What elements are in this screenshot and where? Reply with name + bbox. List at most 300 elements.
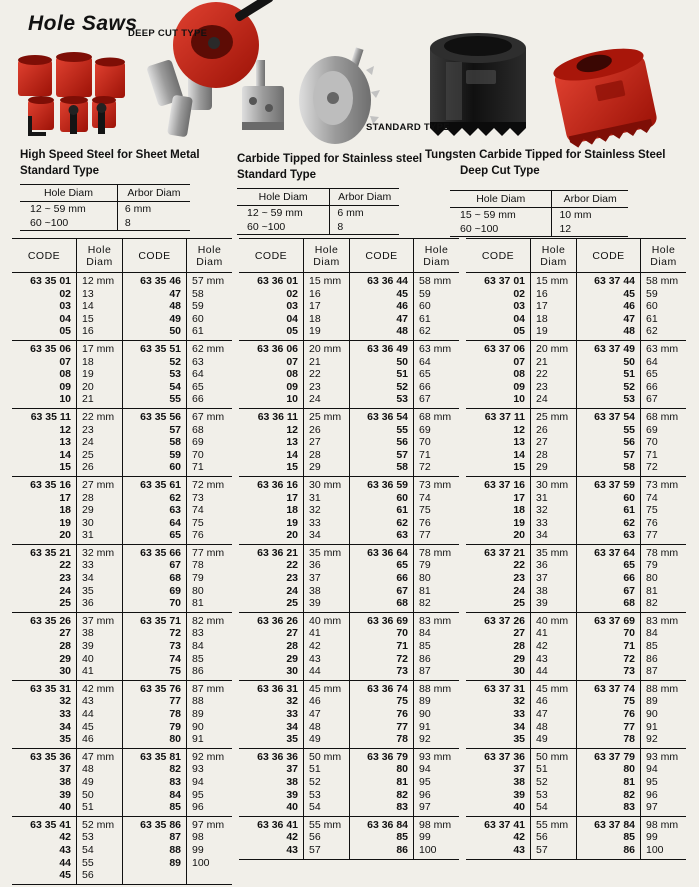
- spec-table-rows: [20, 202, 190, 230]
- code-cell: 35: [513, 733, 525, 746]
- code-cell: 30: [59, 665, 71, 678]
- diam-cell: 62: [646, 325, 658, 338]
- spec-table-rows: [450, 208, 628, 236]
- diam-cell: 69: [646, 423, 658, 436]
- diam-cell: 85: [646, 640, 658, 653]
- diam-cell: 88: [192, 695, 204, 708]
- code-cell: 63 35 86: [140, 818, 181, 831]
- code-cell: 52: [169, 355, 181, 368]
- diam-cell: 57: [309, 843, 321, 856]
- code-cell-column: [576, 477, 640, 544]
- code-cell: 63 36 11: [257, 410, 298, 423]
- arbor-diam-value: 10 mm: [551, 208, 628, 222]
- hole-diam-value: 12 ~ 59 mm: [247, 207, 303, 219]
- diam-cell: 76: [646, 516, 658, 529]
- code-cell: 63 35 81: [140, 750, 181, 763]
- code-cell: 40: [513, 801, 525, 814]
- code-cell: 70: [623, 627, 635, 640]
- spec-row: [450, 222, 628, 236]
- diam-cell-column: [530, 341, 576, 408]
- code-cell: 63 35 41: [30, 818, 71, 831]
- diam-cell: 25 mm: [536, 410, 569, 423]
- diam-cell-column: [186, 477, 232, 544]
- diam-cell: 48: [309, 720, 321, 733]
- code-cell-column: [239, 545, 303, 612]
- diam-cell: 79: [646, 559, 658, 572]
- standard-type-label: STANDARD TYPE: [366, 122, 450, 133]
- code-cell-column: [576, 613, 640, 680]
- diam-cell-column: [303, 749, 349, 816]
- diam-cell: 53: [309, 788, 321, 801]
- diam-cell-column: [186, 273, 232, 340]
- diam-cell: 55: [82, 856, 94, 869]
- diam-cell: 43: [309, 652, 321, 665]
- diam-cell: 44: [536, 665, 548, 678]
- code-cell: 69: [169, 584, 181, 597]
- spec-table-tungsten: [450, 190, 628, 237]
- code-cell: 45: [623, 287, 635, 300]
- diam-cell: 78: [192, 559, 204, 572]
- code-cell: 73: [623, 665, 635, 678]
- hole-diam-value: 60 ~100: [247, 221, 286, 233]
- diam-cell: 93 mm: [646, 750, 679, 763]
- code-cell: 23: [513, 572, 525, 585]
- code-cell: 63 35 71: [140, 614, 181, 627]
- diam-cell: 80: [419, 572, 431, 585]
- diam-cell: 16: [536, 287, 548, 300]
- code-cell: 63 36 44: [367, 275, 408, 287]
- code-cell: 79: [169, 720, 181, 733]
- diam-cell-column: [530, 409, 576, 476]
- diam-cell: 31: [309, 491, 321, 504]
- diam-cell: 62: [419, 325, 431, 338]
- code-cell: 71: [396, 640, 408, 653]
- diam-cell: 94: [419, 763, 431, 776]
- diam-cell: 61: [419, 312, 431, 325]
- arbor-diam-value: 6 mm: [329, 206, 399, 220]
- code-cell: 42: [513, 831, 525, 844]
- code-cell: 65: [623, 559, 635, 572]
- diam-cell: 100: [192, 856, 210, 869]
- hole-diam-value: 15 ~ 59 mm: [460, 209, 516, 221]
- code-cell: 52: [396, 380, 408, 393]
- diam-cell: 99: [646, 831, 658, 844]
- diam-cell: 28: [536, 448, 548, 461]
- code-cell: 25: [59, 597, 71, 610]
- diam-cell: 92: [646, 733, 658, 746]
- diam-cell: 82: [419, 597, 431, 610]
- code-cell: 63 35 16: [30, 478, 71, 491]
- diam-cell-column: [530, 681, 576, 748]
- code-cell: 47: [396, 312, 408, 325]
- spec-row: [237, 206, 399, 220]
- code-cell: 63 35 61: [140, 478, 181, 491]
- code-cell-column: [349, 681, 413, 748]
- code-cell: 03: [286, 300, 298, 313]
- table-row-group: [466, 681, 686, 749]
- diam-cell: 92: [419, 733, 431, 746]
- diam-cell: 21: [82, 393, 94, 406]
- code-cell: 63 37 36: [484, 750, 525, 763]
- diam-cell: 78 mm: [646, 546, 679, 559]
- diam-cell: 16: [82, 325, 94, 338]
- diam-cell: 52: [536, 775, 548, 788]
- diam-cell: 54: [82, 843, 94, 856]
- diam-cell: 86: [192, 665, 204, 678]
- diam-cell: 90: [192, 720, 204, 733]
- main-table: [12, 238, 686, 885]
- code-cell: 22: [286, 559, 298, 572]
- diam-cell-column: [413, 273, 459, 340]
- diam-cell: 68 mm: [419, 410, 452, 423]
- code-table-3: [466, 238, 686, 860]
- code-cell: 63 37 69: [594, 614, 635, 627]
- diam-cell: 83 mm: [419, 614, 452, 627]
- diam-cell: 88 mm: [419, 682, 452, 695]
- diam-cell: 72 mm: [192, 478, 225, 491]
- diam-cell: 51: [536, 763, 548, 776]
- code-cell: 07: [286, 355, 298, 368]
- code-cell: 29: [59, 652, 71, 665]
- code-cell: 80: [396, 763, 408, 776]
- product-photo-strip: [0, 0, 699, 148]
- diam-cell: 24: [536, 393, 548, 406]
- diam-cell: 40 mm: [309, 614, 342, 627]
- code-cell: 18: [286, 504, 298, 517]
- code-cell: 63 37 49: [594, 342, 635, 355]
- table-row-group: [466, 613, 686, 681]
- diam-cell-column: [530, 273, 576, 340]
- diam-cell: 85: [192, 652, 204, 665]
- diam-cell: 50 mm: [309, 750, 342, 763]
- diam-cell: 97: [646, 801, 658, 814]
- code-cell: 49: [169, 312, 181, 325]
- diam-cell: 79: [419, 559, 431, 572]
- table-row-group: [466, 545, 686, 613]
- code-cell: 10: [59, 393, 71, 406]
- code-cell: 63 36 36: [257, 750, 298, 763]
- diam-cell-column: [640, 273, 686, 340]
- code-cell: 12: [513, 423, 525, 436]
- code-cell: 82: [396, 788, 408, 801]
- diam-cell: 87: [419, 665, 431, 678]
- diam-cell: 93: [192, 763, 204, 776]
- code-cell: 38: [59, 775, 71, 788]
- diam-cell: 97: [419, 801, 431, 814]
- section-title-line2: Standard Type: [237, 169, 317, 181]
- code-cell: 86: [623, 843, 635, 856]
- diam-cell: 17 mm: [82, 342, 115, 355]
- diam-cell: 63: [192, 355, 204, 368]
- diam-cell: 75: [192, 516, 204, 529]
- code-cell-column: [239, 681, 303, 748]
- code-cell: 63 36 84: [367, 818, 408, 831]
- diam-cell: 95: [192, 788, 204, 801]
- code-cell: 13: [59, 436, 71, 449]
- code-cell-column: [12, 409, 76, 476]
- diam-cell-column: [640, 613, 686, 680]
- code-cell: 03: [59, 300, 71, 313]
- diam-cell: 82 mm: [192, 614, 225, 627]
- code-cell-column: [239, 613, 303, 680]
- diam-cell: 17: [536, 300, 548, 313]
- code-cell: 63 36 41: [257, 818, 298, 831]
- code-cell: 72: [396, 652, 408, 665]
- code-cell-column: [122, 341, 186, 408]
- red-holesaw-right-photo: [551, 42, 660, 148]
- spec-row: [450, 208, 628, 222]
- code-cell: 74: [169, 652, 181, 665]
- code-cell: 63 35 01: [30, 275, 71, 287]
- diam-cell: 49: [82, 775, 94, 788]
- diam-cell: 91: [419, 720, 431, 733]
- code-cell: 35: [286, 733, 298, 746]
- diam-cell: 30 mm: [536, 478, 569, 491]
- spec-col-header-arbor: Arbor Diam: [551, 191, 628, 207]
- code-cell: 75: [623, 695, 635, 708]
- code-cell: 20: [286, 529, 298, 542]
- code-cell: 08: [513, 368, 525, 381]
- code-cell: 53: [396, 393, 408, 406]
- code-cell: 63 37 26: [484, 614, 525, 627]
- diam-cell-column: [303, 409, 349, 476]
- diam-cell-column: [76, 681, 122, 748]
- diam-cell: 51: [82, 801, 94, 814]
- arbor-diam-value: 8: [117, 216, 190, 230]
- code-cell: 63 36 26: [257, 614, 298, 627]
- diam-cell: 95: [419, 775, 431, 788]
- diam-cell: 45: [82, 720, 94, 733]
- code-cell: 28: [513, 640, 525, 653]
- code-cell: 29: [286, 652, 298, 665]
- diam-cell: 18: [82, 355, 94, 368]
- table-row-group: [466, 749, 686, 817]
- diam-cell: 25 mm: [309, 410, 342, 423]
- code-cell-column: [122, 681, 186, 748]
- diam-cell-column: [413, 409, 459, 476]
- code-cell-column: [349, 273, 413, 340]
- diam-cell: 65: [419, 368, 431, 381]
- section-title-line2: Standard Type: [20, 165, 100, 177]
- diam-cell: 69: [419, 423, 431, 436]
- code-cell-column: [122, 409, 186, 476]
- diam-cell: 100: [646, 843, 664, 856]
- diam-cell: 94: [646, 763, 658, 776]
- diam-cell: 63 mm: [419, 342, 452, 355]
- diam-cell-column: [530, 545, 576, 612]
- diam-cell: 60: [646, 300, 658, 313]
- code-cell: 04: [513, 312, 525, 325]
- code-cell-column: [576, 409, 640, 476]
- code-cell: 70: [396, 627, 408, 640]
- code-cell: 03: [513, 300, 525, 313]
- code-cell: 63 35 06: [30, 342, 71, 355]
- diam-cell: 15: [82, 312, 94, 325]
- table-row-group: [12, 341, 232, 409]
- code-cell: 19: [286, 516, 298, 529]
- diam-cell: 92 mm: [192, 750, 225, 763]
- diam-cell: 54: [536, 801, 548, 814]
- code-cell: 08: [286, 368, 298, 381]
- diam-cell: 39: [82, 640, 94, 653]
- code-cell-column: [122, 749, 186, 816]
- diam-cell: 80: [192, 584, 204, 597]
- diam-cell: 88 mm: [646, 682, 679, 695]
- diam-cell: 36: [309, 559, 321, 572]
- code-cell: 48: [169, 300, 181, 313]
- code-cell: 63 37 11: [484, 410, 525, 423]
- table-row-group: [12, 749, 232, 817]
- diam-cell: 31: [536, 491, 548, 504]
- code-cell: 63: [623, 529, 635, 542]
- diam-cell: 69: [192, 436, 204, 449]
- code-cell: 63 35 56: [140, 410, 181, 423]
- diam-cell: 93 mm: [419, 750, 452, 763]
- spec-row: [20, 216, 190, 230]
- code-cell: 63 37 21: [484, 546, 525, 559]
- code-cell: 63 37 31: [484, 682, 525, 695]
- diam-cell: 70: [419, 436, 431, 449]
- diam-cell: 46: [82, 733, 94, 746]
- diam-cell: 13: [82, 287, 94, 300]
- code-cell: 66: [396, 572, 408, 585]
- code-column-header: CODE: [254, 249, 288, 262]
- diam-cell: 25: [82, 448, 94, 461]
- diam-cell: 19: [309, 325, 321, 338]
- spec-row: [237, 220, 399, 234]
- diam-cell: 42: [309, 640, 321, 653]
- code-cell: 84: [169, 788, 181, 801]
- diam-cell: 31: [82, 529, 94, 542]
- table-row-group: [239, 545, 459, 613]
- diam-cell: 26: [309, 423, 321, 436]
- code-cell-column: [576, 545, 640, 612]
- code-cell: 52: [623, 380, 635, 393]
- code-cell: 15: [513, 461, 525, 474]
- code-cell: 38: [286, 775, 298, 788]
- diam-cell: 23: [82, 423, 94, 436]
- diam-cell: 74: [192, 504, 204, 517]
- diam-cell: 26: [536, 423, 548, 436]
- diam-cell: 41: [82, 665, 94, 678]
- diam-cell-column: [303, 341, 349, 408]
- code-cell: 35: [59, 733, 71, 746]
- code-cell: 20: [513, 529, 525, 542]
- code-cell: 88: [169, 843, 181, 856]
- diam-cell-column: [303, 477, 349, 544]
- diam-cell: 36: [536, 559, 548, 572]
- code-cell-column: [122, 477, 186, 544]
- diam-cell: 73 mm: [419, 478, 452, 491]
- code-table-2: [239, 238, 459, 860]
- code-cell: 07: [513, 355, 525, 368]
- diam-cell-column: [413, 545, 459, 612]
- diam-cell: 38: [309, 584, 321, 597]
- diam-cell: 95: [646, 775, 658, 788]
- diam-cell: 53: [536, 788, 548, 801]
- code-cell: 02: [286, 287, 298, 300]
- diam-cell: 83 mm: [646, 614, 679, 627]
- diam-cell: 72: [419, 461, 431, 474]
- diam-cell: 18: [309, 312, 321, 325]
- diam-cell: 27 mm: [82, 478, 115, 491]
- code-cell: 78: [396, 733, 408, 746]
- diam-cell: 54: [309, 801, 321, 814]
- code-cell: 63 37 16: [484, 478, 525, 491]
- diam-cell: 94: [192, 775, 204, 788]
- code-cell: 24: [59, 584, 71, 597]
- code-cell-column: [466, 613, 530, 680]
- code-column-header: CODE: [122, 239, 186, 272]
- table-row-group: [466, 409, 686, 477]
- diam-cell: 60: [192, 312, 204, 325]
- code-cell-column: [576, 273, 640, 340]
- code-cell: 63 35 31: [30, 682, 71, 695]
- code-cell: 07: [59, 355, 71, 368]
- diam-cell-column: [76, 613, 122, 680]
- code-cell: 30: [286, 665, 298, 678]
- diam-cell: 68: [192, 423, 204, 436]
- diam-cell: 66: [646, 380, 658, 393]
- code-cell: 66: [623, 572, 635, 585]
- code-cell: 51: [623, 368, 635, 381]
- code-cell: 24: [513, 584, 525, 597]
- diam-cell: 21: [536, 355, 548, 368]
- code-cell: 80: [623, 763, 635, 776]
- diam-cell: 20 mm: [309, 342, 342, 355]
- diam-cell: 61: [192, 325, 204, 338]
- diam-cell: 56: [309, 831, 321, 844]
- diam-cell: 71: [192, 461, 204, 474]
- diam-cell: 36: [82, 597, 94, 610]
- diam-cell: 67: [419, 393, 431, 406]
- diam-cell: 47 mm: [82, 750, 115, 763]
- diam-cell: 66: [192, 393, 204, 406]
- code-cell: 51: [396, 368, 408, 381]
- code-cell-column: [12, 613, 76, 680]
- code-cell: 22: [59, 559, 71, 572]
- code-cell: 63 37 41: [484, 818, 525, 831]
- diam-cell: 99: [419, 831, 431, 844]
- code-cell: 15: [286, 461, 298, 474]
- code-cell: 13: [513, 436, 525, 449]
- code-cell: 39: [59, 788, 71, 801]
- code-cell-column: [349, 477, 413, 544]
- code-cell-column: [349, 749, 413, 816]
- diam-cell: 74: [646, 491, 658, 504]
- code-cell: 45: [59, 869, 71, 882]
- diam-cell: 50 mm: [536, 750, 569, 763]
- code-cell: 60: [623, 491, 635, 504]
- diam-cell: 55 mm: [536, 818, 569, 831]
- table-row-group: [239, 749, 459, 817]
- diam-cell-column: [413, 613, 459, 680]
- code-cell: 78: [169, 708, 181, 720]
- code-cell: 40: [59, 801, 71, 814]
- diam-cell: 89: [646, 695, 658, 708]
- diam-cell: 38: [82, 627, 94, 640]
- diam-cell: 56: [536, 831, 548, 844]
- code-cell: 34: [59, 720, 71, 733]
- diam-cell: 65: [646, 368, 658, 381]
- code-cell-column: [466, 477, 530, 544]
- diam-cell: 61: [646, 312, 658, 325]
- diam-cell-column: [186, 341, 232, 408]
- code-cell: 63: [396, 529, 408, 542]
- table-row-group: [12, 273, 232, 341]
- code-column-header: CODE: [576, 239, 640, 272]
- diam-cell: 67 mm: [192, 410, 225, 423]
